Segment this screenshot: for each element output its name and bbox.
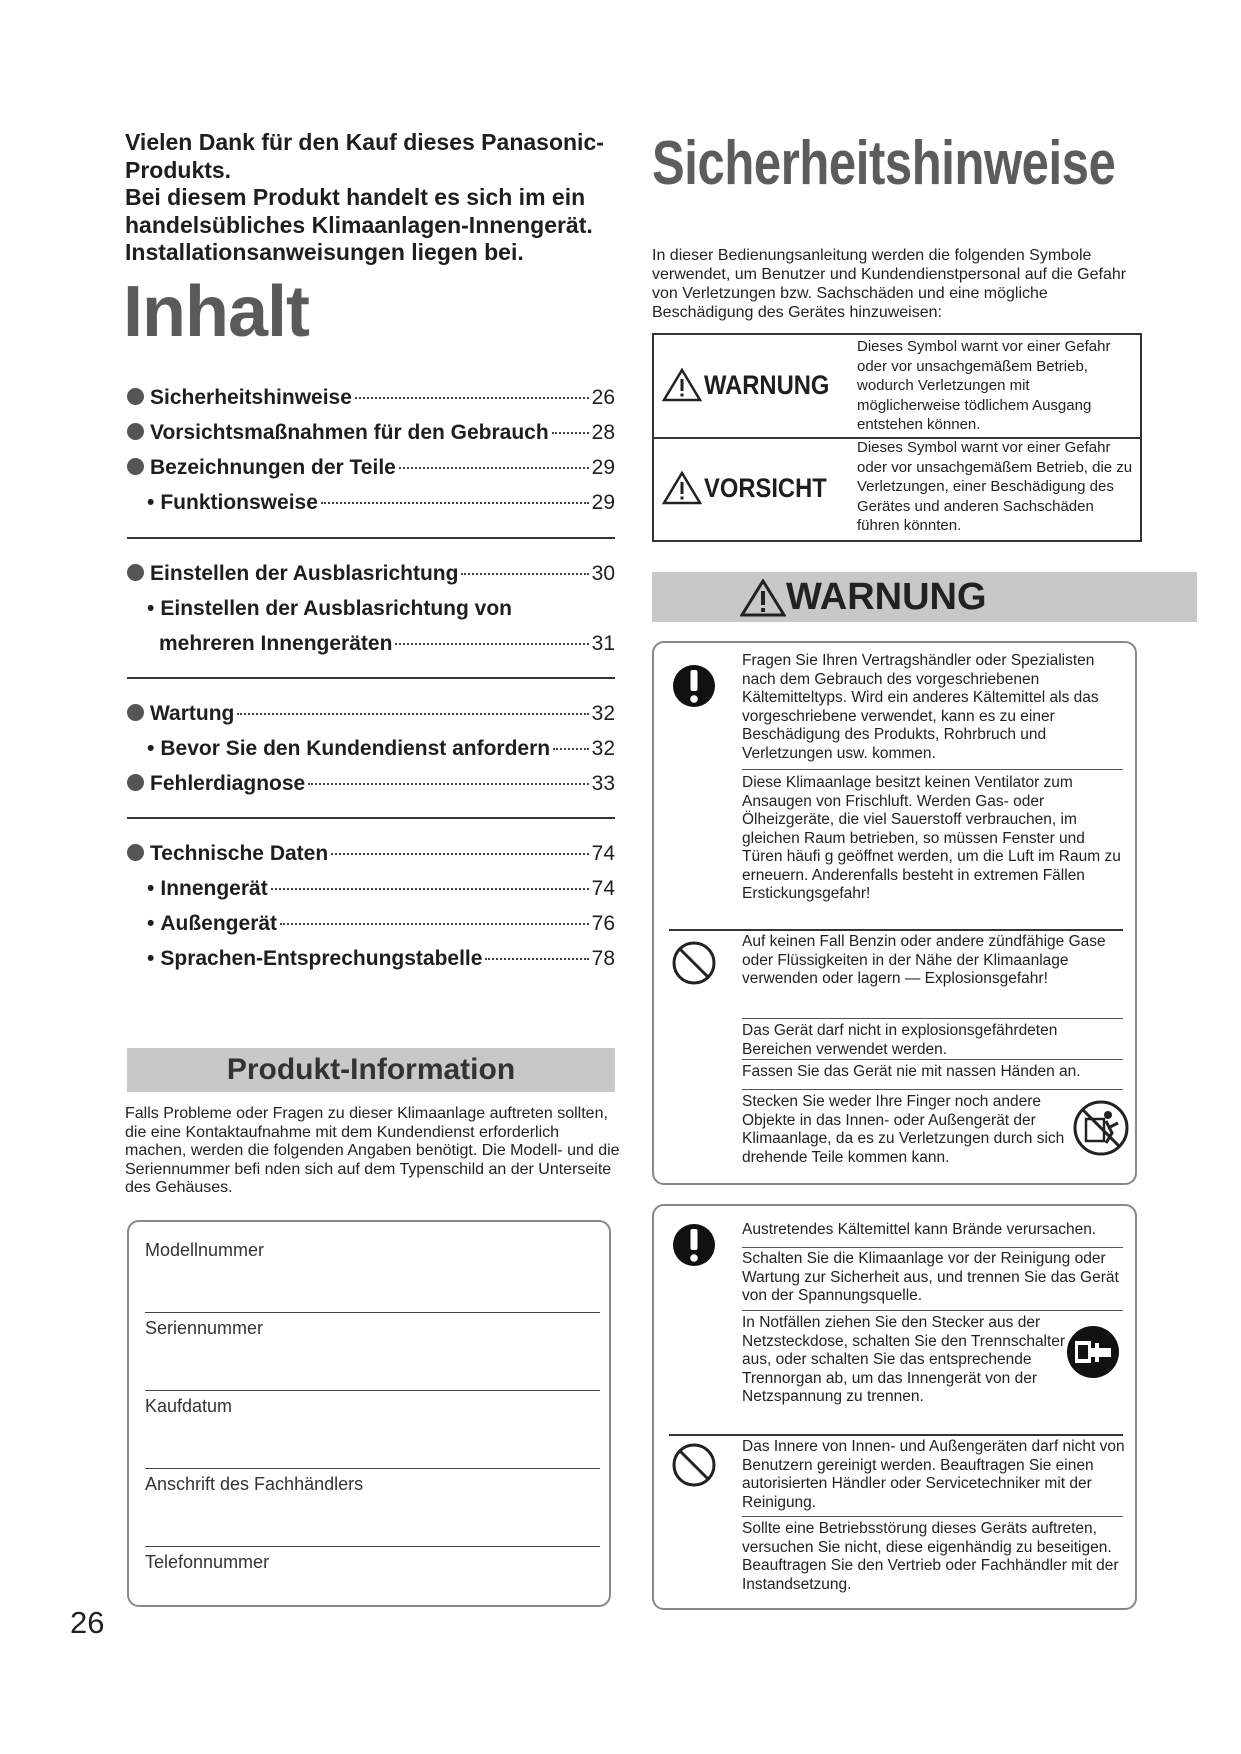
field-line (145, 1312, 600, 1313)
toc-title: Funktionsweise (160, 491, 318, 514)
symbol-desc: Dieses Symbol warnt vor einer Gefahr oder vor unsachgemäßem Betrieb, wodurch Verletzungen mit möglicherweise tödlichem Ausgang entstehen können. (857, 338, 1111, 433)
no-fingers-icon (1072, 1099, 1130, 1157)
toc-item-aussengeraet[interactable] (147, 912, 615, 942)
warning-separator (742, 1310, 1123, 1311)
toc-item-vorsichtsmassnahmen[interactable] (127, 421, 615, 451)
toc-item-mehrere-innengeraete[interactable] (159, 632, 615, 662)
symbol-label (662, 368, 847, 402)
warning-item: Das Gerät darf nicht in explosionsgefährdeten Bereichen verwendet werden. (742, 1022, 1058, 1058)
dot-leader (399, 467, 589, 469)
bullet-icon (127, 704, 144, 721)
dot-leader (321, 502, 589, 504)
warning-separator (742, 1089, 1123, 1090)
toc-title: Sprachen-Entsprechungstabelle (160, 947, 483, 970)
toc-title: Außengerät (160, 912, 278, 935)
bullet-icon (127, 388, 144, 405)
field-seriennummer[interactable] (145, 1318, 600, 1396)
toc-page: 32 (591, 702, 615, 725)
toc-page: 29 (591, 491, 615, 514)
warning-box-1 (652, 641, 1137, 1185)
dot-leader (553, 748, 589, 750)
dot-leader (355, 397, 589, 399)
warning-separator (742, 1247, 1123, 1248)
intro-text (125, 129, 625, 267)
field-modellnummer[interactable] (145, 1240, 600, 1318)
toc-page: 78 (591, 947, 615, 970)
intro-line: Bei diesem Produkt handelt es sich im ein (125, 184, 586, 210)
mandatory-action-icon (672, 1215, 716, 1275)
toc-page: 33 (591, 772, 615, 795)
field-anschrift[interactable] (145, 1474, 600, 1552)
warning-separator (742, 1018, 1123, 1019)
warning-separator (669, 929, 1123, 931)
warning-item: Austretendes Kältemittel kann Brände verursachen. (742, 1221, 1097, 1238)
sub-bullet: • (147, 947, 155, 970)
bullet-icon (127, 423, 144, 440)
toc-item-sicherheitshinweise[interactable] (127, 386, 615, 416)
field-label: Kaufdatum (145, 1396, 233, 1416)
warning-item: Stecken Sie weder Ihre Finger noch andere Objekte in das Innen- oder Außengerät der Klimaanlage, da es zu Verletzungen durch sich drehende Teile kommen kann. (742, 1093, 1065, 1166)
toc-divider (127, 817, 615, 819)
intro-line: handelsübliches Klimaanlagen-Innengerät. (125, 211, 593, 238)
prohibition-icon (671, 940, 717, 986)
field-label: Modellnummer (145, 1240, 265, 1260)
symbol-desc: Dieses Symbol warnt vor einer Gefahr oder vor unsachgemäßem Betrieb, die zu Verletzungen, einer Beschädigung des Gerätes und anderen Sachschäden führen könnten. (857, 439, 1133, 534)
contents-title: Inhalt (123, 272, 309, 352)
warning-header-title (740, 576, 987, 619)
toc-title: mehreren Innengeräten (159, 632, 393, 655)
dot-leader (552, 432, 589, 434)
toc-title: Einstellen der Ausblasrichtung (150, 562, 459, 585)
toc-page: 74 (591, 877, 615, 900)
intro-line: Vielen Dank für den Kauf dieses Panasonic- (125, 129, 604, 155)
field-line (145, 1468, 600, 1469)
warning-header-text: WARNUNG (786, 576, 987, 618)
toc-item-innengeraet[interactable] (147, 877, 615, 907)
toc-divider (127, 677, 615, 679)
toc-title: Bezeichnungen der Teile (150, 456, 396, 479)
toc-item-ausblasrichtung[interactable] (127, 562, 615, 592)
product-info-text: Falls Probleme oder Fragen zu dieser Klimaanlage auftreten sollten, die eine Kontaktaufnahme mit dem Kundendienst erforderlich machen, werden die folgenden Angaben benötigt. Die Modell- und die Seriennummer befi nden sich auf dem Typenschild an der Unterseite des Gehäuses. (125, 1105, 620, 1196)
toc-title: Bevor Sie den Kundendienst anfordern (160, 737, 551, 760)
toc-page: 28 (591, 421, 615, 444)
toc-item-fehlerdiagnose[interactable] (127, 772, 615, 802)
warning-box-2 (652, 1204, 1137, 1610)
field-label: Anschrift des Fachhändlers (145, 1474, 364, 1494)
dot-leader (308, 783, 588, 785)
toc-title: Fehlerdiagnose (150, 772, 306, 795)
product-info-form (127, 1220, 611, 1607)
page-number: 26 (70, 1605, 105, 1640)
toc-page: 26 (591, 386, 615, 409)
dot-leader (271, 888, 589, 890)
symbol-row-vorsicht (654, 437, 1140, 540)
toc-item-sprachen[interactable] (147, 947, 615, 977)
toc-title: Wartung (150, 702, 235, 725)
dot-leader (485, 958, 588, 960)
toc-page: 31 (591, 632, 615, 655)
dot-leader (461, 573, 588, 575)
field-label: Seriennummer (145, 1318, 264, 1338)
field-telefonnummer[interactable] (145, 1552, 600, 1630)
toc-page: 76 (591, 912, 615, 935)
bullet-icon (127, 458, 144, 475)
toc-title: Vorsichtsmaßnahmen für den Gebrauch (150, 421, 549, 444)
toc-item-funktionsweise[interactable] (147, 491, 615, 521)
dot-leader (237, 713, 588, 715)
intro-line: Produkts. (125, 156, 232, 183)
warning-triangle-icon (662, 368, 702, 402)
field-line (145, 1390, 600, 1391)
sub-bullet: • (147, 877, 155, 900)
warning-item: In Notfällen ziehen Sie den Stecker aus der Netzsteckdose, schalten Sie den Trennschalter aus, oder schalten Sie das entsprechende Trennorgan ab, um das Innengerät von der Netzspannung zu trennen. (742, 1314, 1066, 1405)
mandatory-action-icon (672, 656, 716, 716)
unplug-icon (1064, 1323, 1122, 1381)
field-kaufdatum[interactable] (145, 1396, 600, 1474)
warning-item: Fassen Sie das Gerät nie mit nassen Händen an. (742, 1063, 1081, 1080)
intro-line: Installationsanweisungen liegen bei. (125, 239, 524, 265)
toc-item-ausblasrichtung-mehrere[interactable] (147, 597, 615, 627)
symbol-label-text: VORSICHT (704, 472, 827, 503)
warning-item: Sollte eine Betriebsstörung dieses Geräts auftreten, versuchen Sie nicht, diese eigenhändig zu beseitigen. Beauftragen Sie den Vertrieb oder Fachhändler mit der Instandsetzung. (742, 1520, 1119, 1593)
symbols-intro: In dieser Bedienungsanleitung werden die folgenden Symbole verwendet, um Benutzer und Kundendienstpersonal auf die Gefahr von Verletzungen bzw. Sachschäden und eine mögliche Beschädigung des Gerätes hinzuweisen: (652, 247, 1127, 321)
toc-item-wartung[interactable] (127, 702, 615, 732)
symbols-table (652, 333, 1142, 542)
warning-item: Das Innere von Innen- und Außengeräten darf nicht von Benutzern gereinigt werden. Beauftragen Sie einen autorisierten Händler oder Servicetechniker mit der Reinigung. (742, 1438, 1125, 1511)
prohibition-icon (671, 1442, 717, 1488)
symbol-label-text: WARNUNG (704, 369, 830, 400)
safety-title: Sicherheitshinweise (652, 129, 1116, 198)
caution-triangle-icon (662, 471, 702, 505)
product-info-header: Produkt-Information (127, 1048, 615, 1092)
warning-triangle-icon (740, 579, 786, 617)
sub-bullet: • (147, 491, 155, 514)
warning-separator (742, 1516, 1123, 1517)
warning-separator (742, 769, 1123, 770)
warning-item: Fragen Sie Ihren Vertragshändler oder Spezialisten nach dem Gebrauch des vorgeschriebenen Kältemitteltyps. Wird ein anderes Kältemittel als das vorgeschriebene verwendet, kann es zu einer Beschädigung des Produkts, Rohrbruch und Verletzungen usw. kommen. (742, 652, 1099, 762)
toc-title: Einstellen der Ausblasrichtung von (160, 597, 512, 620)
warning-item: Auf keinen Fall Benzin oder andere zündfähige Gase oder Flüssigkeiten in der Nähe der Klimaanlage verwenden oder lagern — Explosionsgefahr! (742, 933, 1106, 987)
bullet-icon (127, 774, 144, 791)
toc-page: 30 (591, 562, 615, 585)
toc-title: Innengerät (160, 877, 268, 900)
field-label: Telefonnummer (145, 1552, 270, 1572)
dot-leader (331, 853, 588, 855)
field-line (145, 1546, 600, 1547)
warning-item: Schalten Sie die Klimaanlage vor der Reinigung oder Wartung zur Sicherheit aus, und trennen Sie das Gerät von der Spannungsquelle. (742, 1250, 1119, 1304)
bullet-icon (127, 564, 144, 581)
warning-item: Diese Klimaanlage besitzt keinen Ventilator zum Ansaugen von Frischluft. Werden Gas- oder Ölheizgeräte, die viel Sauerstoff verbrauchen, im gleichen Raum betrieben, so müssen Fenster und Türen häufi g geöffnet werden, um die Luft im Raum zu erneuern. Anderenfalls besteht in extremen Fällen Erstickungsgefahr! (742, 774, 1121, 902)
dot-leader (280, 923, 589, 925)
toc-title: Technische Daten (150, 842, 329, 865)
bullet-icon (127, 844, 144, 861)
toc-divider (127, 537, 615, 539)
warning-header (652, 572, 1197, 622)
toc-page: 74 (591, 842, 615, 865)
warning-separator (669, 1434, 1123, 1436)
toc-item-bezeichnungen[interactable] (127, 456, 615, 486)
toc-item-kundendienst[interactable] (147, 737, 615, 767)
symbol-label (662, 471, 844, 505)
warning-separator (742, 1059, 1123, 1060)
dot-leader (395, 643, 588, 645)
toc-item-technische-daten[interactable] (127, 842, 615, 872)
symbol-row-warnung (654, 335, 1140, 437)
toc-page: 32 (591, 737, 615, 760)
toc-page: 29 (591, 456, 615, 479)
sub-bullet: • (147, 737, 155, 760)
sub-bullet: • (147, 597, 155, 620)
toc-title: Sicherheitshinweise (150, 386, 352, 409)
sub-bullet: • (147, 912, 155, 935)
